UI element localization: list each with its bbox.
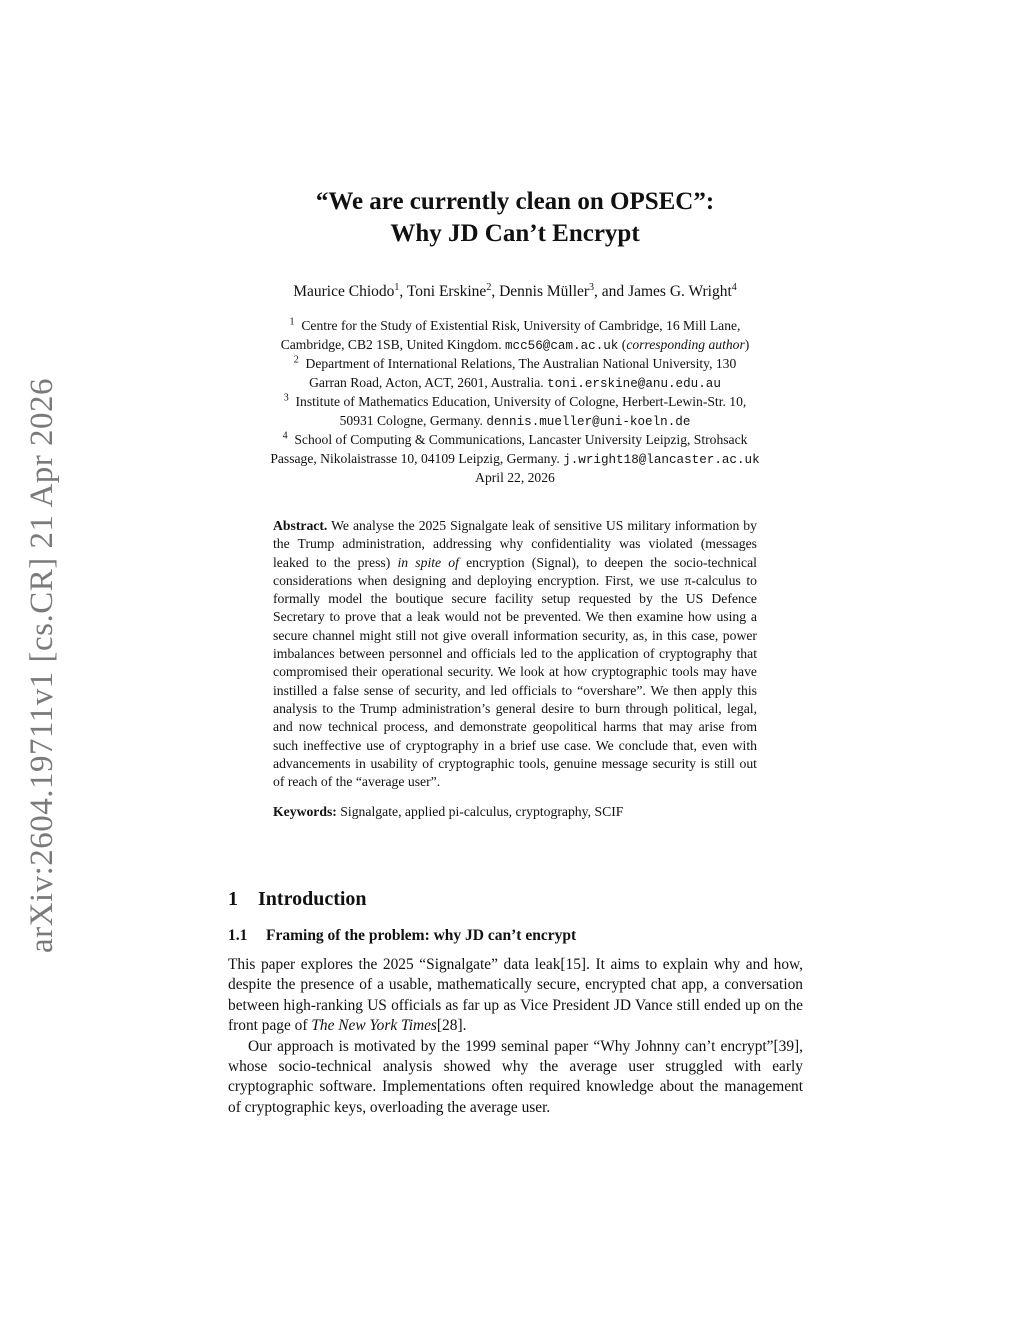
- keywords-label: Keywords:: [273, 804, 337, 820]
- arxiv-identifier-text: arXiv:2604.19711v1 [cs.CR] 21 Apr 2026: [24, 377, 61, 953]
- email-link[interactable]: dennis.mueller@uni-koeln.de: [486, 414, 691, 429]
- affiliation-text: Centre for the Study of Existential Risk, University of Cambridge, 16 Mill Lane,: [301, 318, 741, 333]
- affiliation-text: Institute of Mathematics Education, University of Cologne, Herbert-Lewin-Str. 10,: [295, 394, 747, 409]
- title-line-1: “We are currently clean on OPSEC”:: [315, 188, 715, 215]
- body-paragraph: [228, 955, 803, 1037]
- affiliation-text: 50931 Cologne, Germany.: [339, 412, 487, 428]
- affiliation-text: Passage, Nikolaistrasse 10, 04109 Leipzig, Germany.: [270, 450, 564, 466]
- keywords-line: [273, 803, 757, 821]
- author-affiliation-mark: 3: [589, 281, 595, 293]
- affiliation-mark: 4: [282, 430, 288, 442]
- affiliation-line: [215, 412, 815, 432]
- abstract-text: encryption (Signal), to deepen the socio-technical considerations when designing and deploying encryption. First, we use π-calculus to formally model the boutique secure facility setup requested by the US Defence Secretary to prove that a leak would not be prevented. We then examine how using a secure channel might still not give overall information security, as, in this case, power imbalances between personnel and officials led to the application of cryptography that compromised their operational security. We look at how cryptographic tools may have instilled a false sense of security, and led officials to “overshare”. We then apply this analysis to the Trump administration’s general desire to burn through political, legal, and now technical process, and demonstrate geopolitical harms that may arise from such ineffective use of cryptography in a brief use case. We conclude that, even with advancements in usability of cryptographic tools, genuine message security is still out of reach of the “average user”.: [273, 554, 757, 790]
- body-text: [228, 955, 803, 1118]
- email-link[interactable]: mcc56@cam.ac.uk: [505, 338, 619, 353]
- affiliation-text: Department of International Relations, The Australian National University, 130: [305, 356, 737, 371]
- body-paragraph: Our approach is motivated by the 1999 seminal paper “Why Johnny can’t encrypt”[39], whose socio-technical analysis showed why the average user struggled with early cryptographic software. Implementations often required knowledge about the management of cryptographic keys, overloading the average user.: [228, 1037, 803, 1116]
- section-title: Introduction: [258, 888, 367, 910]
- author-separator: ,: [491, 283, 500, 300]
- affiliation-text: Garran Road, Acton, ACT, 2601, Australia.: [309, 374, 548, 390]
- affiliation-mark: 3: [283, 392, 289, 404]
- affiliation-line: [215, 355, 815, 374]
- email-link[interactable]: j.wright18@lancaster.ac.uk: [563, 452, 760, 467]
- abstract-paragraph: [273, 517, 757, 791]
- section-heading-introduction: [228, 888, 367, 911]
- abstract-block: [273, 517, 757, 822]
- affiliation-line: [215, 431, 815, 450]
- affiliation-text: School of Computing & Communications, Lancaster University Leipzig, Strohsack: [294, 432, 748, 447]
- author-name: Dennis Müller: [499, 283, 590, 300]
- email-link[interactable]: toni.erskine@anu.edu.au: [547, 376, 721, 391]
- affiliation-line: [215, 374, 815, 394]
- affiliation-line: Cambridge, CB2 1SB, United Kingdom. mcc56@cam.ac.uk (corresponding author): [280, 336, 750, 353]
- author-name: Maurice Chiodo: [293, 283, 395, 300]
- affiliation-line: [215, 450, 815, 470]
- subsection-heading: [228, 927, 576, 945]
- keywords-text: Signalgate, applied pi-calculus, cryptography, SCIF: [336, 804, 624, 820]
- author-separator: , and: [594, 283, 629, 300]
- author-affiliation-mark: 1: [394, 281, 400, 293]
- affiliation-text: Cambridge, CB2 1SB, United Kingdom.: [280, 336, 505, 352]
- abstract-emphasis: in spite of: [397, 554, 459, 570]
- author-separator: ,: [399, 283, 407, 300]
- title-line-2: Why JD Can’t Encrypt: [390, 220, 640, 247]
- subsection-title: Framing of the problem: why JD can’t encrypt: [266, 927, 577, 944]
- author-affiliation-mark: 2: [486, 281, 492, 293]
- paper-date: April 22, 2026: [475, 470, 555, 485]
- paragraph-text: This paper explores the 2025 “Signalgate” data leak[15]. It aims to explain why and how, despite the presence of a usable, mathematically secure, encrypted chat app, a conversation between high-ranking US officials as far up as Vice President JD Vance still ended up on the front page of: [228, 956, 803, 1035]
- affiliation-line: [215, 317, 815, 336]
- paragraph-text: [28].: [436, 1017, 467, 1035]
- author-name: Toni Erskine: [406, 283, 487, 300]
- affiliation-mark: 1: [289, 316, 295, 328]
- abstract-label: Abstract.: [273, 518, 328, 533]
- affiliation-list: [215, 317, 815, 488]
- author-name: James G. Wright: [628, 283, 732, 300]
- arxiv-identifier-stamp: [8, 370, 78, 960]
- author-list: [180, 283, 850, 301]
- paper-title: [180, 186, 850, 250]
- abstract-text: We analyse the 2025 Signalgate leak of sensitive US military information by the Trump administration, addressing why confidentiality was violated (messages leaked to the press): [273, 518, 757, 570]
- author-affiliation-mark: 4: [731, 281, 737, 293]
- section-number: 1: [228, 888, 238, 910]
- affiliation-line: [215, 393, 815, 412]
- affiliation-mark: 2: [293, 354, 299, 366]
- newspaper-title: The New York Times: [311, 1017, 437, 1035]
- corresponding-author-note: corresponding author: [626, 336, 745, 352]
- subsection-number: 1.1: [228, 927, 248, 944]
